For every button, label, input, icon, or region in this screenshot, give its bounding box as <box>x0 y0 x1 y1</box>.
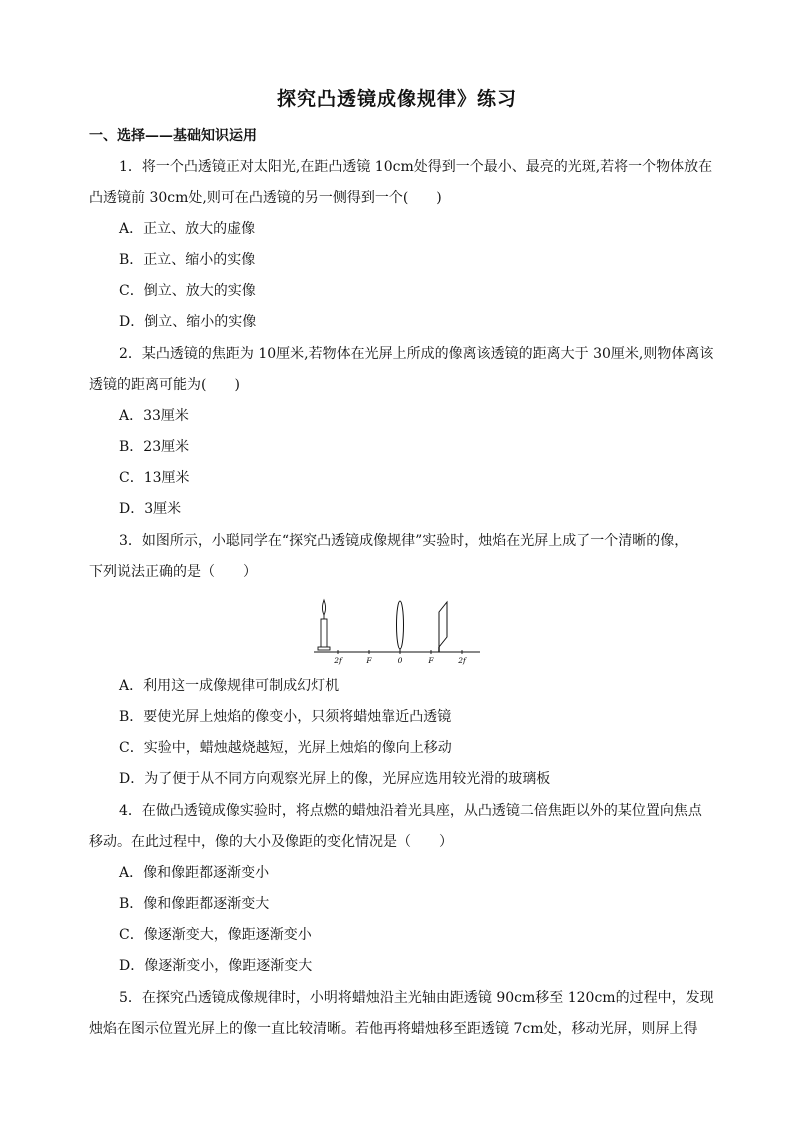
question-2-option-c: C．13厘米 <box>119 470 190 486</box>
light-screen <box>439 602 447 647</box>
label-f-left: F <box>366 656 372 665</box>
label-2f-left: 2f <box>334 656 342 665</box>
label-o: 0 <box>397 656 403 665</box>
candle-body <box>321 619 327 649</box>
convex-lens <box>397 601 404 649</box>
question-2-stem-line-1: 2．某凸透镜的焦距为 10厘米,若物体在光屏上所成的像离该透镜的距离大于 30厘米,则物体离该 <box>119 346 714 362</box>
label-2f-right: 2f <box>458 656 466 665</box>
question-4-option-b: B．像和像距都逐渐变大 <box>119 896 270 912</box>
question-1-stem-line-2: 凸透镜前 30cm处,则可在凸透镜的另一侧得到一个( ) <box>89 190 442 206</box>
page-title: 探究凸透镜成像规律》练习 <box>276 88 517 110</box>
question-1-option-c: C．倒立、放大的实像 <box>119 283 256 299</box>
question-3-option-b: B．要使光屏上烛焰的像变小，只须将蜡烛靠近凸透镜 <box>119 709 452 725</box>
question-4-stem-line-2: 移动。在此过程中，像的大小及像距的变化情况是（ ） <box>89 834 453 850</box>
question-5-stem-line-1: 5．在探究凸透镜成像规律时，小明将蜡烛沿主光轴由距透镜 90cm移至 120cm的过程中，发现 <box>119 990 714 1006</box>
question-1-option-d: D．倒立、缩小的实像 <box>119 314 257 330</box>
question-3-option-a: A．利用这一成像规律可制成幻灯机 <box>119 678 340 694</box>
question-1-option-a: A．正立、放大的虚像 <box>119 221 256 237</box>
optical-bench-figure <box>312 597 482 667</box>
question-3-stem-line-1: 3．如图所示，小聪同学在“探究凸透镜成像规律”实验时，烛焰在光屏上成了一个清晰的像， <box>119 533 689 549</box>
question-2-stem-line-2: 透镜的距离可能为( ) <box>89 377 240 393</box>
question-3-option-d: D．为了便于从不同方向观察光屏上的像，光屏应选用较光滑的玻璃板 <box>119 771 551 787</box>
candle-flame-icon <box>322 600 325 615</box>
question-3-option-c: C．实验中，蜡烛越烧越短，光屏上烛焰的像向上移动 <box>119 740 452 756</box>
question-3-stem-line-2: 下列说法正确的是（ ） <box>89 564 257 580</box>
question-4-option-a: A．像和像距都逐渐变小 <box>119 865 270 881</box>
candle-holder <box>318 647 330 650</box>
question-5-stem-line-2: 烛焰在图示位置光屏上的像一直比较清晰。若他再将蜡烛移至距透镜 7cm处，移动光屏，则屏上得 <box>89 1021 698 1037</box>
section-heading: 一、选择——基础知识运用 <box>89 128 257 144</box>
question-2-option-a: A．33厘米 <box>119 408 189 424</box>
question-1-stem-line-1: 1．将一个凸透镜正对太阳光,在距凸透镜 10cm处得到一个最小、最亮的光斑,若将一个物体放在 <box>119 159 713 175</box>
question-1-option-b: B．正立、缩小的实像 <box>119 252 256 268</box>
label-f-right: F <box>428 656 434 665</box>
question-2-option-b: B．23厘米 <box>119 439 190 455</box>
question-4-option-d: D．像逐渐变小，像距逐渐变大 <box>119 958 313 974</box>
question-4-option-c: C．像逐渐变大，像距逐渐变小 <box>119 927 312 943</box>
question-2-option-d: D．3厘米 <box>119 501 182 517</box>
question-4-stem-line-1: 4．在做凸透镜成像实验时，将点燃的蜡烛沿着光具座，从凸透镜二倍焦距以外的某位置向焦点 <box>119 803 702 819</box>
